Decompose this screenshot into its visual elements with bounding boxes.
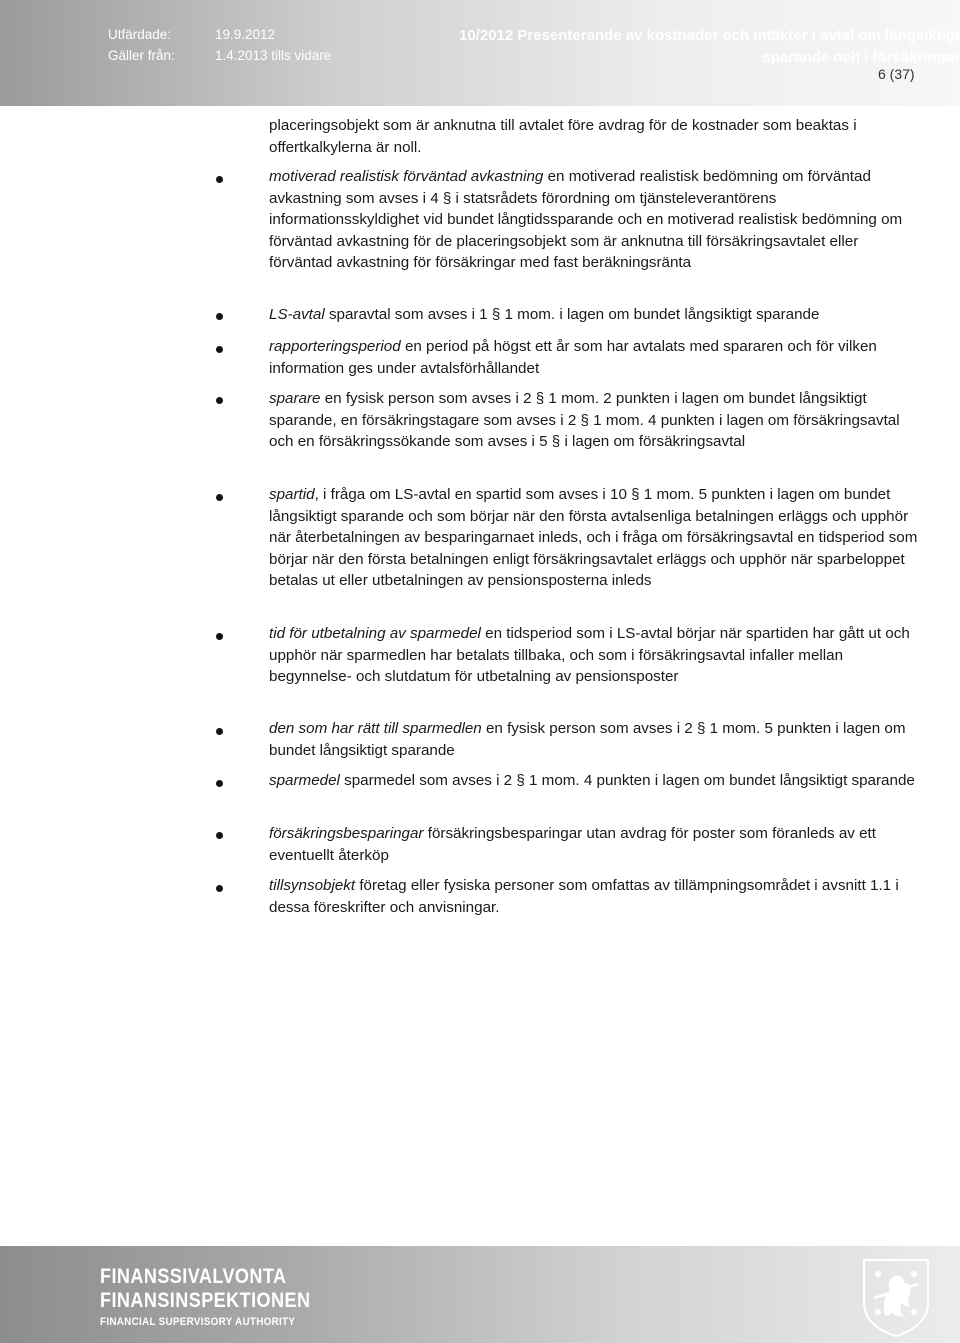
issued-label: Utfärdade: [108,27,172,42]
issued-date: 19.9.2012 [215,27,276,42]
page-header [0,0,960,106]
definition-term: rapporteringsperiod [269,338,401,355]
definition-text: försäkringsbesparingar utan avdrag för poster som föranleds av ett eventuellt återköp [269,825,876,864]
definition-item [269,823,919,866]
definition-text: sparmedel som avses i 2 § 1 mom. 4 punkten i lagen om bundet långsiktigt sparande [339,772,915,789]
definition-term: motiverad realistisk förväntad avkastning [269,168,544,185]
definition-term: sparmedel [269,772,340,789]
bullet [216,397,223,404]
definition-text: sparavtal som avses i 1 § 1 mom. i lagen om bundet långsiktigt sparande [324,306,820,323]
definition-item [269,304,919,326]
definition-item [269,718,919,761]
valid-value: 1.4.2013 tills vidare [215,48,332,63]
definition-term: tillsynsobjekt [269,877,356,894]
title-line-2: sparande och i försäkringar [762,49,960,66]
bullet [216,176,223,183]
bullet [216,313,223,320]
definition-item [269,166,919,274]
page-number: 6 (37) [878,66,915,82]
definition-text: , i fråga om LS-avtal en spartid som avses i 10 § 1 mom. 5 punkten i lagen om bundet långsiktigt sparande och som börjar när den första avtalsenliga betalningen erläggs och upphör när återbetalningen av besparingarnaet inleds, och i fråga om försäkringsavtal en tidsperiod som börjar när den första betalningen enligt försäkringsavtalet erläggs och upphör när sparbeloppet betalas ut eller utbetalningen av pensionsposterna inleds [269,486,918,590]
definition-item [269,388,919,453]
definition-text: en motiverad realistisk bedömning om förväntad avkastning som avses i 4 § i statsrådets förordning om tjänsteleverantörens informationsskyldighet vid bundet långtidssparande och en motiverad realistisk bedömning om förväntad avkastning för de placeringsobjekt som är anknutna till försäkringsavtalet eller förväntad avkastning för försäkringar med fast beräkningsränta [269,168,903,272]
lion-crest-icon [856,1254,936,1339]
definition-item [269,770,919,792]
bullet [216,832,223,839]
definition-item [269,336,919,379]
logo-line-1: FINANSSIVALVONTA [100,1265,287,1288]
definition-text: en tidsperiod som i LS-avtal börjar när spartiden har gått ut och upphör när sparmedlen har betalats tillbaka, och som i försäkringsavtal infaller mellan begynnelse- och slutdatum för utbetalning av pensionsposter [269,625,910,686]
bullet [216,780,223,787]
definition-item [269,875,919,918]
definition-term: den som har rätt till sparmedlen [269,720,482,737]
bullet [216,728,223,735]
bullet [216,346,223,353]
definition-term: LS-avtal [269,306,325,323]
definition-text: en period på högst ett år som har avtalats med spararen och för vilken information ges under avtalsförhållandet [269,338,877,377]
title-line-1: 10/2012 Presenterande av kostnader och intäkter i avtal om långsiktigt [459,27,960,44]
intro-paragraph: placeringsobjekt som är anknutna till avtalet före avdrag för de kostnader som beaktas i offertkalkylerna är noll. [269,117,857,156]
bullet [216,494,223,501]
logo-line-2: FINANSINSPEKTIONEN [100,1289,311,1312]
bullet [216,633,223,640]
definition-text: en fysisk person som avses i 2 § 1 mom. 2 punkten i lagen om bundet långsiktigt sparande, en försäkringstagare som avses i 2 § 1 mom. 4 punkten i lagen om försäkringsavtal och en försäkringssökande som avses i 5 § i lagen om försäkringsavtal [269,390,900,451]
definition-term: spartid [269,486,315,503]
document-title [459,25,960,69]
definition-item [269,484,919,592]
definition-text: företag eller fysiska personer som omfattas av tillämpningsområdet i avsnitt 1.1 i dessa föreskrifter och anvisningar. [269,877,899,916]
definition-term: tid för utbetalning av sparmedel [269,625,481,642]
definition-term: försäkringsbesparingar [269,825,424,842]
page-footer [0,1246,960,1343]
definition-term: sparare [269,390,321,407]
bullet [216,885,223,892]
definition-text: en fysisk person som avses i 2 § 1 mom. 5 punkten i lagen om bundet långsiktigt sparande [269,720,906,759]
valid-label: Gäller från: [108,48,175,63]
definition-item [269,623,919,688]
logo-line-3: FINANCIAL SUPERVISORY AUTHORITY [100,1316,296,1328]
